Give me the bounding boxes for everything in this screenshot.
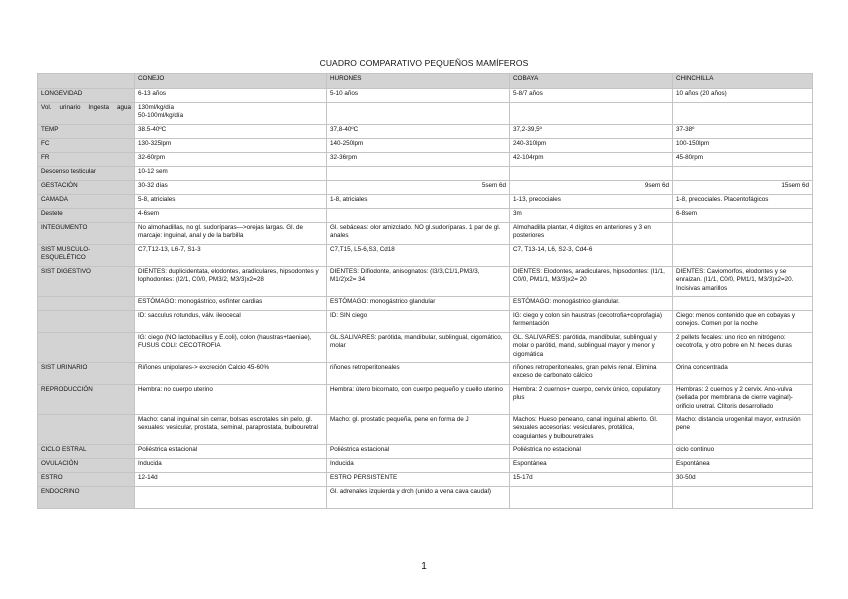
cell-cobaya: 3m <box>510 209 673 223</box>
cell-conejo: 10-12 sem <box>135 167 327 181</box>
cell-conejo: Inducida <box>135 459 327 473</box>
row-label <box>38 415 135 445</box>
cell-hurones: Inducida <box>327 459 510 473</box>
cell-conejo: 4-6sem <box>135 209 327 223</box>
table-row <box>38 181 813 195</box>
cell-conejo: ESTÓMAGO: monogástrico, esfínter cardias <box>135 297 327 311</box>
cell-cobaya <box>510 103 673 125</box>
cell-conejo: 32-60rpm <box>135 153 327 167</box>
row-label: SIST URINARIO <box>38 363 135 385</box>
cell-chinchilla: 30-50d <box>673 473 813 487</box>
cell-cobaya <box>510 487 673 509</box>
row-label: REPRODUCCIÓN <box>38 385 135 415</box>
cell-hurones: 32-36rpm <box>327 153 510 167</box>
row-label: ENDOCRINO <box>38 487 135 509</box>
cell-conejo: 130ml/kg/día 50-100ml/kg/día <box>135 103 327 125</box>
cell-chinchilla: DIENTES: Caviomorfos, elodontes y se enraizan. (I1/1, C0/0, PM1/1, M3/3)x2=20. Incisivas amarillos <box>673 267 813 297</box>
cell-cobaya: 37,2-39,5º <box>510 125 673 139</box>
cell-conejo: Hembra: no cuerpo uterino <box>135 385 327 415</box>
row-label: OVULACIÓN <box>38 459 135 473</box>
cell-chinchilla: ciclo continuo <box>673 445 813 459</box>
cell-hurones <box>327 209 510 223</box>
cell-conejo: IG: ciego (NO lactobacillus y E.coli), colon (haustras+taeniae), FUSUS COLI: CECOTROFIA <box>135 333 327 363</box>
cell-chinchilla: 100-150lpm <box>673 139 813 153</box>
cell-cobaya: ESTÓMAGO: monogástrico glandular. <box>510 297 673 311</box>
cell-hurones: C7,T15, L5-6,S3, Cd18 <box>327 245 510 267</box>
header-cell <box>38 74 135 89</box>
comparison-table <box>37 73 813 509</box>
cell-hurones: Macho: gl. prostatic pequeña, pene en forma de J <box>327 415 510 445</box>
cell-conejo: ID: sacculus rotundus, válv. ileocecal <box>135 311 327 333</box>
cell-hurones: 140-250lpm <box>327 139 510 153</box>
cell-chinchilla: 2 pellets fecales: uno rico en nitrógeno: cecotrofa, y otro pobre en N: heces duras <box>673 333 813 363</box>
cell-hurones: Poliéstrica estacional <box>327 445 510 459</box>
cell-cobaya: 9sem 6d <box>510 181 673 195</box>
cell-chinchilla <box>673 223 813 245</box>
cell-chinchilla <box>673 167 813 181</box>
row-label: Descenso testicular <box>38 167 135 181</box>
cell-hurones: DIENTES: Difiodonte, anisognatos: (I3/3,C1/1,PM3/3, M1/2)x2= 34 <box>327 267 510 297</box>
table-row <box>38 487 813 509</box>
table-row <box>38 139 813 153</box>
row-label: Vol. urinario Ingesta agua <box>38 103 135 125</box>
cell-cobaya: GL. SALIVARES: parótida, mandibular, sublingual y molar o parótid, mand, sublingual mayor y menor y cigomática <box>510 333 673 363</box>
cell-conejo: Riñones unipolares-> excreción Calcio 45-60% <box>135 363 327 385</box>
cell-conejo <box>135 487 327 509</box>
row-label: CICLO ESTRAL <box>38 445 135 459</box>
row-label: SIST MUSCULO-ESQUELÉTICO <box>38 245 135 267</box>
cell-hurones: 5sem 6d <box>327 181 510 195</box>
cell-hurones: ESTÓMAGO: monogástrico glandular <box>327 297 510 311</box>
table-row <box>38 385 813 415</box>
cell-chinchilla: Orina concentrada <box>673 363 813 385</box>
cell-hurones: 37,8-40ºC <box>327 125 510 139</box>
table-row <box>38 89 813 103</box>
cell-cobaya: Machos: Hueso peneano, canal inguinal abierto. Gl. sexuales accesorias: vesiculares, protática, coagulantes y bulbouretrales <box>510 415 673 445</box>
cell-chinchilla: 1-8, precociales. Placentofágicos <box>673 195 813 209</box>
cell-hurones: Gl. sebáceas: olor amizclado. NO gl.sudoríparas. 1 par de gl. anales <box>327 223 510 245</box>
cell-cobaya: Poliéstrica no estacional <box>510 445 673 459</box>
table-row <box>38 195 813 209</box>
cell-hurones: 1-8, atriciales <box>327 195 510 209</box>
document-title: CUADRO COMPARATIVO PEQUEÑOS MAMÍFEROS <box>319 58 529 68</box>
table-row <box>38 245 813 267</box>
cell-conejo: DIENTES: duplicidentata, elodontes, aradiculares, hipsodontes y lophodontes: (I2/1, C0/0, PM3/2, M3/3)x2=28 <box>135 267 327 297</box>
cell-chinchilla: Espontánea <box>673 459 813 473</box>
cell-hurones <box>327 167 510 181</box>
cell-chinchilla: 37-38º <box>673 125 813 139</box>
table-row <box>38 311 813 333</box>
cell-conejo: 12-14d <box>135 473 327 487</box>
cell-cobaya: Espontánea <box>510 459 673 473</box>
cell-cobaya: 5-8/7 años <box>510 89 673 103</box>
cell-conejo: No almohadillas, no gl. sudoríparas—>orejas largas. Gl. de marcaje: inguinal, anal y de la barbilla <box>135 223 327 245</box>
cell-cobaya: DIENTES: Elodontes, aradiculares, hipsodontes: (I1/1, C0/0, PM1/1, M3/3)x2= 20 <box>510 267 673 297</box>
cell-cobaya: 15-17d <box>510 473 673 487</box>
cell-chinchilla: Ciego: menos contenido que en cobayas y conejos. Comen por la noche <box>673 311 813 333</box>
cell-conejo: 6-13 años <box>135 89 327 103</box>
cell-conejo: 30-32 días <box>135 181 327 195</box>
header-conejo: CONEJO <box>135 74 327 89</box>
row-label: GESTACIÓN <box>38 181 135 195</box>
row-label: Destete <box>38 209 135 223</box>
table-row <box>38 153 813 167</box>
row-label <box>38 311 135 333</box>
cell-cobaya: Hembra: 2 cuernos+ cuerpo, cervix único, copulatory plus <box>510 385 673 415</box>
cell-chinchilla: 15sem 6d <box>673 181 813 195</box>
cell-hurones: riñones retroperitoneales <box>327 363 510 385</box>
cell-chinchilla: 10 años (20 años) <box>673 89 813 103</box>
cell-hurones <box>327 103 510 125</box>
cell-hurones: Hembra: útero bicornato, con cuerpo pequeño y cuello uterino <box>327 385 510 415</box>
page-number: 1 <box>421 561 427 572</box>
table-row <box>38 363 813 385</box>
header-chinchilla: CHINCHILLA <box>673 74 813 89</box>
row-label: TEMP <box>38 125 135 139</box>
table-row <box>38 297 813 311</box>
row-label: ESTRO <box>38 473 135 487</box>
cell-conejo: 38.5-40ºC <box>135 125 327 139</box>
cell-chinchilla: Hembras: 2 cuernos y 2 cervix. Ano-vulva (sellada por membrana de cierre vaginal)-orificio uretral. Clítoris desarrollado <box>673 385 813 415</box>
cell-hurones: Gl. adrenales izquierda y drch (unido a vena cava caudal) <box>327 487 510 509</box>
cell-cobaya: C7, T13-14, L6, S2-3, Cd4-6 <box>510 245 673 267</box>
cell-cobaya: Almohadilla plantar, 4 dígitos en anteriores y 3 en posteriores <box>510 223 673 245</box>
header-cobaya: COBAYA <box>510 74 673 89</box>
table-row <box>38 415 813 445</box>
table-row <box>38 125 813 139</box>
cell-hurones: ID: SIN ciego <box>327 311 510 333</box>
table-row <box>38 459 813 473</box>
table-row <box>38 209 813 223</box>
cell-hurones: ESTRO PERSISTENTE <box>327 473 510 487</box>
cell-cobaya: 42-104rpm <box>510 153 673 167</box>
cell-cobaya: 1-13, precociales <box>510 195 673 209</box>
row-label: LONGEVIDAD <box>38 89 135 103</box>
cell-cobaya: 240-310lpm <box>510 139 673 153</box>
table-row <box>38 445 813 459</box>
row-label: FR <box>38 153 135 167</box>
cell-conejo: Poliéstrica estacional <box>135 445 327 459</box>
cell-chinchilla <box>673 297 813 311</box>
row-label <box>38 297 135 311</box>
cell-conejo: 5-8, atriciales <box>135 195 327 209</box>
cell-chinchilla <box>673 487 813 509</box>
cell-chinchilla: 45-80rpm <box>673 153 813 167</box>
cell-conejo: Macho: canal inguinal sin cerrar, bolsas escrotales sin pelo, gl. sexuales: vesicular, prostata, seminal, paraprostata, bulbouretral <box>135 415 327 445</box>
table-row <box>38 333 813 363</box>
cell-conejo: 130-325lpm <box>135 139 327 153</box>
cell-chinchilla: Macho: distancia urogenital mayor, extrusión pene <box>673 415 813 445</box>
cell-conejo: C7,T12-13, L6-7, S1-3 <box>135 245 327 267</box>
cell-hurones: 5-10 años <box>327 89 510 103</box>
row-label <box>38 333 135 363</box>
table-row <box>38 267 813 297</box>
header-hurones: HURONES <box>327 74 510 89</box>
cell-chinchilla <box>673 103 813 125</box>
cell-cobaya <box>510 167 673 181</box>
cell-cobaya: riñones retroperitoneales, gran pelvis renal. Elimina exceso de carbonato cálcico <box>510 363 673 385</box>
row-label: FC <box>38 139 135 153</box>
table-row <box>38 473 813 487</box>
header-row <box>38 74 813 89</box>
cell-chinchilla: 6-8sem <box>673 209 813 223</box>
row-label: SIST DIGESTIVO <box>38 267 135 297</box>
table-row <box>38 167 813 181</box>
cell-chinchilla <box>673 245 813 267</box>
table-row <box>38 223 813 245</box>
table-row <box>38 103 813 125</box>
cell-hurones: GL.SALIVARES: parótida, mandibular, sublingual, cigomático, molar <box>327 333 510 363</box>
row-label: INTEGUMENTO <box>38 223 135 245</box>
cell-cobaya: IG: ciego y colon sin haustras (cecotrofia+coprofagia) fermentación <box>510 311 673 333</box>
row-label: CAMADA <box>38 195 135 209</box>
